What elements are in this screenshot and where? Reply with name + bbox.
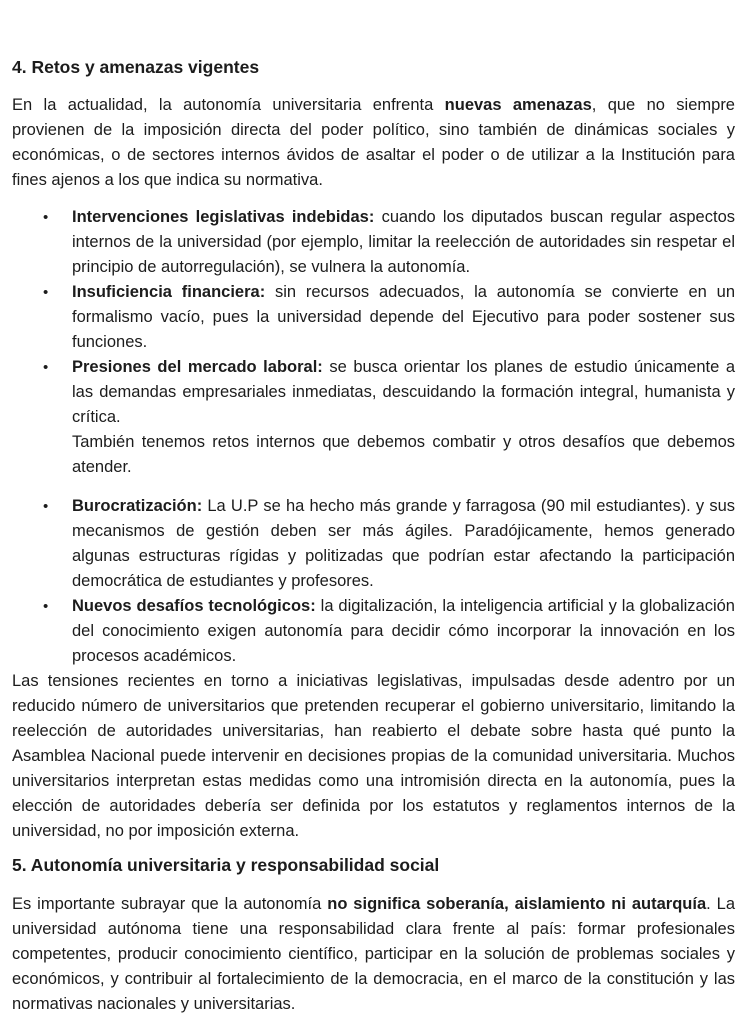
bullet-body <box>72 208 735 276</box>
bullet-text: cuando los diputados buscan regular aspectos internos de la universidad (por ejemplo, limitar la reelección de autoridades sin respetar el principio de autorregulación), se vulnera la autonomía. <box>72 208 735 276</box>
bullet-body <box>72 283 735 351</box>
bullet-label: Burocratización: <box>72 497 203 515</box>
list-item <box>12 494 735 594</box>
bullet-icon: • <box>43 498 49 515</box>
bullet-text: sin recursos adecuados, la autonomía se convierte en un formalismo vacío, pues la universidad depende del Ejecutivo para poder sostener sus funciones. <box>72 283 735 351</box>
threats-bullet-list <box>12 205 735 430</box>
s5-bold-phrase: no significa soberanía, aislamiento ni autarquía <box>327 895 707 913</box>
bullet-text: se busca orientar los planes de estudio únicamente a las demandas empresariales inmediatas, descuidando la formación integral, humanista y crítica. <box>72 358 735 426</box>
bullet-label: Insuficiencia financiera: <box>72 283 266 301</box>
section-4-intro-paragraph <box>12 93 735 193</box>
s5-text-post: . La universidad autónoma tiene una responsabilidad clara frente al país: formar profesionales competentes, producir conocimiento científico, participar en la solución de problemas sociales y económicos, y contribuir al fortalecimiento de la democracia, en el marco de la constitución y las normativas nacionales y universitarias. <box>12 895 735 1013</box>
bullet-text: la digitalización, la inteligencia artificial y la globalización del conocimiento exigen autonomía para decidir cómo incorporar la innovación en los procesos académicos. <box>72 597 735 665</box>
bullet-icon: • <box>43 209 49 226</box>
list-item <box>12 594 735 669</box>
legislative-tensions-paragraph: Las tensiones recientes en torno a iniciativas legislativas, impulsadas desde adentro por un reducido número de universitarios que pretenden recuperar el gobierno universitario, limitando la reelección de autoridades universitarias, han reabierto el debate sobre hasta qué punto la Asamblea Nacional puede intervenir en decisiones propias de la comunidad universitaria. Muchos universitarios interpretan estas medidas como una intromisión directa en la autonomía, pues la elección de autoridades debería ser definida por los estatutos y reglamentos internos de la universidad, no por imposición externa. <box>12 672 735 840</box>
bullet-body <box>72 358 735 426</box>
section-4-heading: 4. Retos y amenazas vigentes <box>12 57 260 77</box>
intro-bold-phrase: nuevas amenazas <box>444 96 592 114</box>
internal-challenges-bullet-list <box>12 494 735 669</box>
bullet-label: Intervenciones legislativas indebidas: <box>72 208 375 226</box>
list-item <box>12 205 735 280</box>
bullet-text: La U.P se ha hecho más grande y farragosa (90 mil estudiantes). y sus mecanismos de gestión deben ser más ágiles. Paradójicamente, hemos generado algunas estructuras rígidas y politizadas que podrían estar afectando la participación democrática de estudiantes y profesores. <box>72 497 735 590</box>
bullet-body <box>72 597 735 665</box>
bullet-label: Nuevos desafíos tecnológicos: <box>72 597 316 615</box>
bullet-icon: • <box>43 598 49 615</box>
section-5-paragraph <box>12 892 735 1017</box>
bullet-label: Presiones del mercado laboral: <box>72 358 323 376</box>
intro-text-pre: En la actualidad, la autonomía universitaria enfrenta <box>12 96 445 114</box>
bullet-icon: • <box>43 359 49 376</box>
internal-challenges-paragraph: También tenemos retos internos que debemos combatir y otros desafíos que debemos atender. <box>72 433 735 476</box>
bullet-icon: • <box>43 284 49 301</box>
bullet-body <box>72 497 735 590</box>
intro-text-post: , que no siempre provienen de la imposición directa del poder político, sino también de dinámicas sociales y económicas, o de sectores internos ávidos de asaltar el poder o de utilizar a la Institución para fines ajenos a los que indica su normativa. <box>12 96 735 189</box>
list-item <box>12 355 735 430</box>
section-5-heading: 5. Autonomía universitaria y responsabilidad social <box>12 855 440 875</box>
list-item <box>12 280 735 355</box>
s5-text-pre: Es importante subrayar que la autonomía <box>12 895 328 913</box>
